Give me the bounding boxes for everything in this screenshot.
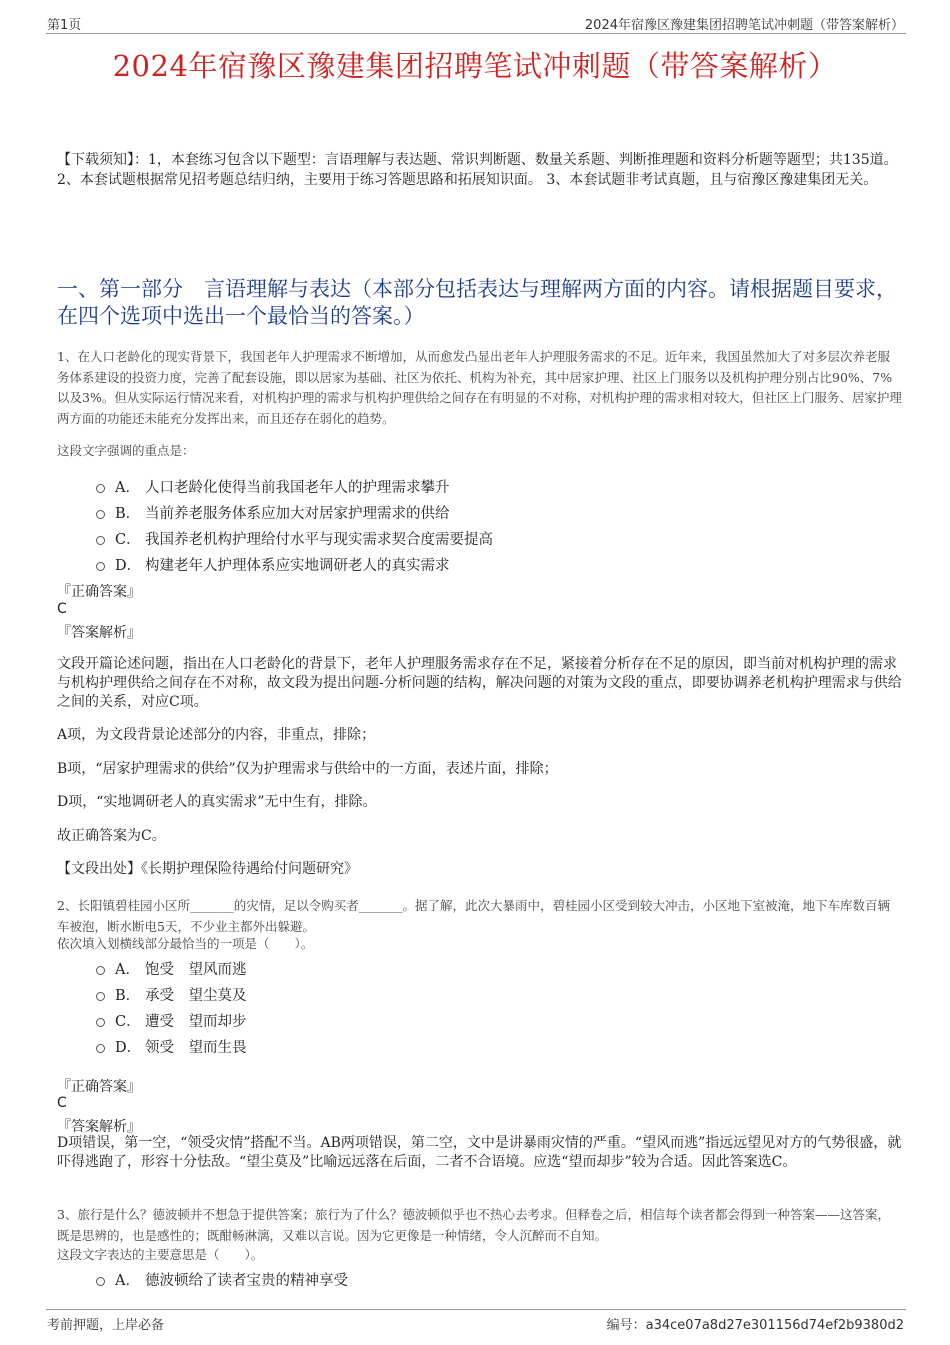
footer-divider — [46, 1309, 906, 1310]
option-text: 承受 望尘莫及 — [145, 988, 247, 1004]
q1-analysis-label: 『答案解析』 — [57, 625, 141, 641]
option-letter: D． — [115, 558, 142, 574]
q1-option-a[interactable] — [96, 476, 450, 497]
option-letter: C． — [115, 1014, 141, 1030]
radio-icon[interactable] — [96, 536, 105, 545]
footer-code: 编号：a34ce07a8d27e301156d74ef2b9380d2 — [606, 1318, 904, 1333]
q1-analysis-d: D项，“实地调研老人的真实需求”无中生有，排除。 — [57, 794, 377, 810]
footer-slogan: 考前押题，上岸必备 — [47, 1318, 165, 1333]
question-2-text: 2、长阳镇碧桂园小区所_______的灾情，足以令购买者_______。据了解，此次大暴雨中，碧桂园小区受到较大冲击，小区地下室被淹，地下车库数百辆车被泡，断水断电5天，不少业主都外出躲避。 — [57, 898, 890, 934]
q1-analysis-b: B项，“居家护理需求的供给”仅为护理需求与供给中的一方面，表述片面，排除； — [57, 761, 558, 777]
q2-answer: C — [57, 1095, 67, 1111]
radio-icon[interactable] — [96, 966, 105, 975]
option-text: 饱受 望风而逃 — [145, 962, 247, 978]
q2-analysis: D项错误，第一空，“领受灾情”搭配不当。AB两项错误，第二空，文中是讲暴雨灾情的严重。“望风而逃”指远远望见对方的气势很盛，就吓得逃跑了，形容十分怯敌。“望尘莫及”比喻远远落在后面，二者不合语境。应选“望而却步”较为合适。因此答案选C。 — [57, 1135, 902, 1170]
option-text: 我国养老机构护理给付水平与现实需求契合度需要提高 — [145, 532, 493, 548]
option-text: 遭受 望而却步 — [145, 1014, 247, 1030]
q1-source: 【文段出处】《长期护理保险待遇给付问题研究》 — [57, 861, 358, 877]
option-letter: A． — [115, 480, 140, 496]
radio-icon[interactable] — [96, 1277, 105, 1286]
q1-option-b[interactable] — [96, 502, 450, 523]
download-notice: 【下载须知】：1，本套练习包含以下题型：言语理解与表达题、常识判断题、数量关系题、判断推理题和资料分析题等题型；共135道。 2、本套试题根据常见招考题总结归纳，主要用于练习答题思路和拓展知识面。 3、本套试题非考试真题，且与宿豫区豫建集团无关。 — [57, 152, 898, 188]
question-1-text: 1、在人口老龄化的现实背景下，我国老年人护理需求不断增加，从而愈发凸显出老年人护理服务需求的不足。近年来，我国虽然加大了对多层次养老服务体系建设的投资力度，完善了配套设施，即以居家为基础、社区为依托、机构为补充，其中居家护理、社区上门服务以及机构护理分别占比90%、7%以及3%。但从实际运行情况来看，对机构护理的需求与机构护理供给之间存在有明显的不对称，对机构护理的需求相对较大，但社区上门服务、居家护理两方面的功能还未能充分发挥出来，而且还存在弱化的趋势。 — [57, 349, 902, 426]
radio-icon[interactable] — [96, 484, 105, 493]
page-number: 第1页 — [47, 18, 82, 33]
q2-option-c[interactable] — [96, 1010, 247, 1031]
question-2-ask: 依次填入划横线部分最恰当的一项是（ ）。 — [57, 936, 314, 951]
option-text: 领受 望而生畏 — [145, 1040, 247, 1056]
header-doc-title: 2024年宿豫区豫建集团招聘笔试冲刺题（带答案解析） — [584, 18, 904, 33]
option-text: 人口老龄化使得当前我国老年人的护理需求攀升 — [145, 480, 450, 496]
option-letter: D． — [115, 1040, 142, 1056]
q3-option-a[interactable] — [96, 1269, 348, 1290]
header-divider — [46, 33, 906, 34]
radio-icon[interactable] — [96, 562, 105, 571]
q2-option-d[interactable] — [96, 1036, 247, 1057]
option-letter: A． — [115, 962, 140, 978]
q1-analysis-a: A项，为文段背景论述部分的内容，非重点，排除； — [57, 727, 376, 743]
q1-analysis-conclusion: 故正确答案为C。 — [57, 828, 166, 844]
q2-analysis-label: 『答案解析』 — [57, 1119, 141, 1135]
q2-option-b[interactable] — [96, 984, 247, 1005]
question-3-ask: 这段文字表达的主要意思是（ ）。 — [57, 1247, 264, 1262]
question-1-ask: 这段文字强调的重点是： — [57, 443, 195, 458]
radio-icon[interactable] — [96, 992, 105, 1001]
q1-option-d[interactable] — [96, 554, 450, 575]
q1-analysis-main: 文段开篇论述问题，指出在人口老龄化的背景下，老年人护理服务需求存在不足，紧接着分析存在不足的原因，即当前对机构护理的需求与机构护理供给之间存在不对称，故文段为提出问题-分析问题的结构，解决问题的对策为文段的重点，即要协调养老机构护理需求与供给之间的关系，对应C项。 — [57, 656, 902, 710]
q1-answer: C — [57, 601, 67, 617]
q1-option-c[interactable] — [96, 528, 493, 549]
radio-icon[interactable] — [96, 1018, 105, 1027]
radio-icon[interactable] — [96, 1044, 105, 1053]
option-letter: B． — [115, 988, 141, 1004]
page-title: 2024年宿豫区豫建集团招聘笔试冲刺题（带答案解析） — [112, 49, 838, 83]
section-heading: 一、第一部分 言语理解与表达（本部分包括表达与理解两方面的内容。请根据题目要求，在四个选项中选出一个最恰当的答案。） — [57, 277, 897, 328]
q2-option-a[interactable] — [96, 958, 247, 979]
option-letter: C． — [115, 532, 141, 548]
option-letter: A． — [115, 1273, 140, 1289]
radio-icon[interactable] — [96, 510, 105, 519]
option-text: 德波顿给了读者宝贵的精神享受 — [145, 1273, 348, 1289]
option-text: 当前养老服务体系应加大对居家护理需求的供给 — [145, 506, 450, 522]
option-letter: B． — [115, 506, 141, 522]
option-text: 构建老年人护理体系应实地调研老人的真实需求 — [145, 558, 450, 574]
q2-answer-label: 『正确答案』 — [57, 1079, 141, 1095]
q1-answer-label: 『正确答案』 — [57, 584, 141, 600]
question-3-text: 3、旅行是什么？德波顿并不想急于提供答案；旅行为了什么？德波顿似乎也不热心去考求。但释卷之后，相信每个读者都会得到一种答案——这答案，既是思辨的，也是感性的；既酣畅淋漓，又难以言说。因为它更像是一种情绪，令人沉醉而不自知。 — [57, 1207, 890, 1243]
